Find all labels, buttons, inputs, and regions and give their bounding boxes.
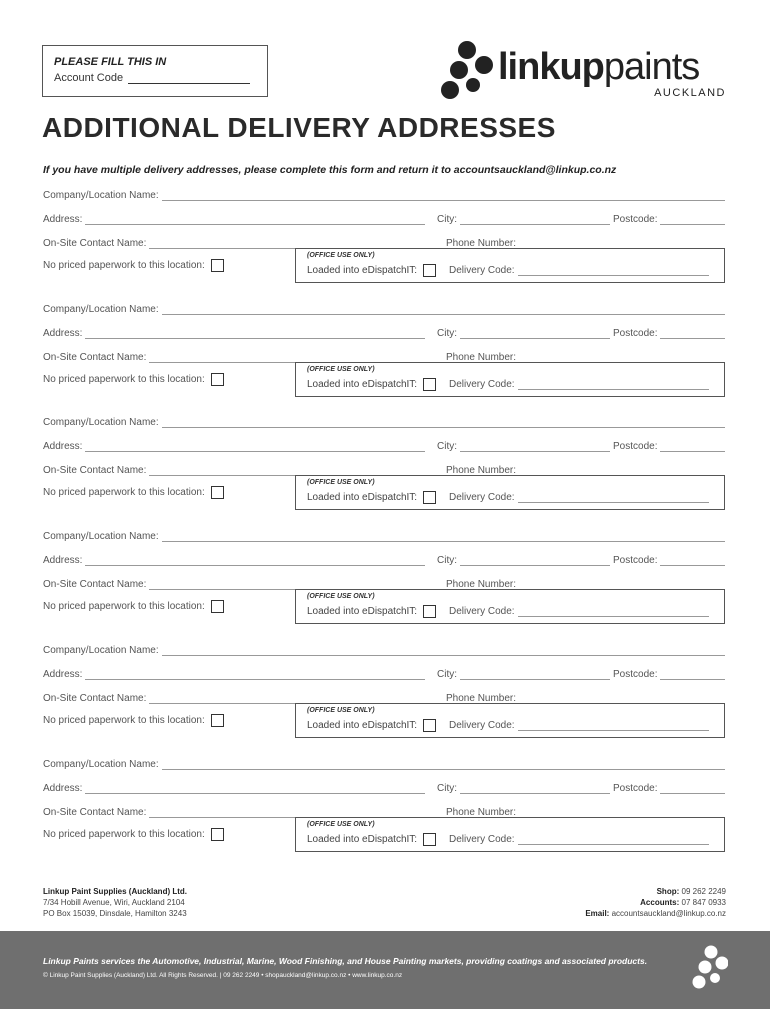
address-field[interactable] (85, 216, 425, 225)
loaded-checkbox[interactable] (423, 491, 436, 504)
delivery-code-label: Delivery Code: (449, 265, 515, 276)
dots-logo-icon (440, 40, 496, 102)
footer-company: Linkup Paint Supplies (Auckland) Ltd. (43, 887, 188, 896)
address-label: Address: (43, 669, 83, 680)
shop-label: Shop: (656, 887, 680, 896)
loaded-label: Loaded into eDispatchIT: (307, 265, 418, 276)
city-label: City: (437, 669, 457, 680)
loaded-label: Loaded into eDispatchIT: (307, 720, 418, 731)
loaded-checkbox[interactable] (423, 719, 436, 732)
accounts-label: Accounts: (640, 898, 680, 907)
paperwork-row (43, 371, 243, 387)
phone-label: Phone Number: (446, 693, 517, 704)
city-row (437, 440, 610, 452)
office-use-label: (OFFICE USE ONLY) (307, 593, 375, 600)
postcode-row (613, 440, 725, 452)
postcode-label: Postcode: (613, 328, 658, 339)
company-row (43, 530, 725, 542)
phone-label: Phone Number: (446, 352, 517, 363)
postcode-label: Postcode: (613, 441, 658, 452)
paperwork-row (43, 712, 243, 728)
city-label: City: (437, 555, 457, 566)
loaded-label: Loaded into eDispatchIT: (307, 834, 418, 845)
loaded-label: Loaded into eDispatchIT: (307, 492, 418, 503)
address-field[interactable] (85, 557, 425, 566)
intro-text: If you have multiple delivery addresses, please complete this form and return it to accountsauckland@linkup.co.nz (43, 164, 617, 176)
paperwork-checkbox[interactable] (211, 714, 224, 727)
company-row (43, 416, 725, 428)
phone-label: Phone Number: (446, 579, 517, 590)
logo-word-bold: linkup (498, 46, 604, 88)
contact-label: On-Site Contact Name: (43, 465, 147, 476)
tagline: Linkup Paints services the Automotive, Industrial, Marine, Wood Finishing, and House Painting markets, providing coatings and associated products. (43, 956, 648, 966)
paperwork-label: No priced paperwork to this location: (43, 373, 205, 385)
contact-label: On-Site Contact Name: (43, 807, 147, 818)
paperwork-checkbox[interactable] (211, 259, 224, 272)
paperwork-checkbox[interactable] (211, 828, 224, 841)
linkup-logo (440, 40, 730, 102)
phone-label: Phone Number: (446, 807, 517, 818)
postcode-label: Postcode: (613, 783, 658, 794)
loaded-checkbox[interactable] (423, 605, 436, 618)
company-label: Company/Location Name: (43, 190, 159, 201)
office-use-label: (OFFICE USE ONLY) (307, 707, 375, 714)
loaded-label: Loaded into eDispatchIT: (307, 379, 418, 390)
logo-word-light: paints (603, 46, 700, 88)
company-label: Company/Location Name: (43, 417, 159, 428)
postcode-row (613, 668, 725, 680)
postcode-field[interactable] (660, 785, 725, 794)
postcode-row (613, 782, 725, 794)
paperwork-label: No priced paperwork to this location: (43, 600, 205, 612)
postcode-row (613, 554, 725, 566)
company-field[interactable] (162, 761, 725, 770)
city-field[interactable] (460, 443, 610, 452)
postcode-field[interactable] (660, 671, 725, 680)
company-label: Company/Location Name: (43, 531, 159, 542)
page-title: ADDITIONAL DELIVERY ADDRESSES (42, 112, 556, 143)
phone-label: Phone Number: (446, 465, 517, 476)
loaded-checkbox[interactable] (423, 378, 436, 391)
city-label: City: (437, 328, 457, 339)
paperwork-checkbox[interactable] (211, 373, 224, 386)
company-field[interactable] (162, 306, 725, 315)
footer-address-2: PO Box 15039, Dinsdale, Hamilton 3243 (43, 909, 187, 918)
paperwork-label: No priced paperwork to this location: (43, 486, 205, 498)
city-row (437, 668, 610, 680)
company-row (43, 758, 725, 770)
city-row (437, 327, 610, 339)
loaded-checkbox[interactable] (423, 264, 436, 277)
address-label: Address: (43, 441, 83, 452)
delivery-code-field[interactable] (518, 608, 709, 617)
address-row (43, 327, 425, 339)
city-label: City: (437, 441, 457, 452)
delivery-address-entry (43, 189, 725, 299)
postcode-row (613, 327, 725, 339)
company-label: Company/Location Name: (43, 645, 159, 656)
delivery-address-entry (43, 644, 725, 754)
city-label: City: (437, 783, 457, 794)
company-field[interactable] (162, 419, 725, 428)
fill-box-title: PLEASE FILL THIS IN (54, 56, 167, 68)
address-field[interactable] (85, 330, 425, 339)
office-use-box (295, 703, 725, 738)
address-row (43, 554, 425, 566)
footer-email: accountsauckland@linkup.co.nz (611, 909, 726, 918)
paperwork-label: No priced paperwork to this location: (43, 828, 205, 840)
footer-band (0, 931, 770, 1009)
delivery-address-entry (43, 303, 725, 413)
logo-region: AUCKLAND (654, 87, 726, 99)
city-field[interactable] (460, 330, 610, 339)
delivery-code-field[interactable] (518, 494, 709, 503)
account-code-label: Account Code (54, 72, 124, 84)
address-label: Address: (43, 783, 83, 794)
city-row (437, 554, 610, 566)
postcode-field[interactable] (660, 443, 725, 452)
postcode-field[interactable] (660, 557, 725, 566)
office-use-box (295, 475, 725, 510)
address-field[interactable] (85, 671, 425, 680)
city-field[interactable] (460, 557, 610, 566)
delivery-code-label: Delivery Code: (449, 606, 515, 617)
delivery-code-label: Delivery Code: (449, 379, 515, 390)
paperwork-label: No priced paperwork to this location: (43, 714, 205, 726)
address-label: Address: (43, 555, 83, 566)
city-label: City: (437, 214, 457, 225)
copyright: © Linkup Paint Supplies (Auckland) Ltd. All Rights Reserved. | 09 262 2249 • shopauckland@linkup.co.nz • www.linkup.co.nz (43, 972, 403, 979)
address-label: Address: (43, 214, 83, 225)
paperwork-label: No priced paperwork to this location: (43, 259, 205, 271)
city-field[interactable] (460, 785, 610, 794)
contact-label: On-Site Contact Name: (43, 693, 147, 704)
phone-label: Phone Number: (446, 238, 517, 249)
address-row (43, 440, 425, 452)
office-use-label: (OFFICE USE ONLY) (307, 821, 375, 828)
contact-label: On-Site Contact Name: (43, 238, 147, 249)
loaded-label: Loaded into eDispatchIT: (307, 606, 418, 617)
delivery-code-field[interactable] (518, 722, 709, 731)
company-label: Company/Location Name: (43, 759, 159, 770)
delivery-address-entry (43, 758, 725, 868)
company-field[interactable] (162, 192, 725, 201)
city-row (437, 213, 610, 225)
postcode-label: Postcode: (613, 555, 658, 566)
paperwork-row (43, 484, 243, 500)
postcode-field[interactable] (660, 216, 725, 225)
paperwork-row (43, 826, 243, 842)
office-use-box (295, 362, 725, 397)
delivery-code-field[interactable] (518, 267, 709, 276)
shop-phone: 09 262 2249 (681, 887, 726, 896)
delivery-code-label: Delivery Code: (449, 834, 515, 845)
address-row (43, 213, 425, 225)
office-use-box (295, 248, 725, 283)
postcode-field[interactable] (660, 330, 725, 339)
company-field[interactable] (162, 647, 725, 656)
delivery-code-field[interactable] (518, 381, 709, 390)
office-use-label: (OFFICE USE ONLY) (307, 252, 375, 259)
postcode-label: Postcode: (613, 669, 658, 680)
city-field[interactable] (460, 671, 610, 680)
delivery-address-entry (43, 416, 725, 526)
address-field[interactable] (85, 443, 425, 452)
paperwork-row (43, 598, 243, 614)
delivery-code-label: Delivery Code: (449, 720, 515, 731)
account-code-box (42, 45, 268, 97)
address-field[interactable] (85, 785, 425, 794)
delivery-code-label: Delivery Code: (449, 492, 515, 503)
postcode-row (613, 213, 725, 225)
footer-address (43, 886, 187, 919)
address-label: Address: (43, 328, 83, 339)
accounts-phone: 07 847 0933 (681, 898, 726, 907)
dots-logo-icon (692, 945, 728, 991)
city-field[interactable] (460, 216, 610, 225)
loaded-checkbox[interactable] (423, 833, 436, 846)
paperwork-checkbox[interactable] (211, 600, 224, 613)
account-code-field[interactable] (128, 74, 250, 84)
delivery-address-entry (43, 530, 725, 640)
office-use-box (295, 817, 725, 852)
company-field[interactable] (162, 533, 725, 542)
paperwork-row (43, 257, 243, 273)
company-label: Company/Location Name: (43, 304, 159, 315)
office-use-label: (OFFICE USE ONLY) (307, 366, 375, 373)
company-row (43, 303, 725, 315)
contact-label: On-Site Contact Name: (43, 579, 147, 590)
paperwork-checkbox[interactable] (211, 486, 224, 499)
address-row (43, 782, 425, 794)
address-row (43, 668, 425, 680)
office-use-label: (OFFICE USE ONLY) (307, 479, 375, 486)
company-row (43, 189, 725, 201)
company-row (43, 644, 725, 656)
postcode-label: Postcode: (613, 214, 658, 225)
delivery-code-field[interactable] (518, 836, 709, 845)
office-use-box (295, 589, 725, 624)
footer-contacts (585, 886, 726, 919)
city-row (437, 782, 610, 794)
footer-address-1: 7/34 Hobill Avenue, Wiri, Auckland 2104 (43, 898, 185, 907)
contact-label: On-Site Contact Name: (43, 352, 147, 363)
email-label: Email: (585, 909, 610, 918)
